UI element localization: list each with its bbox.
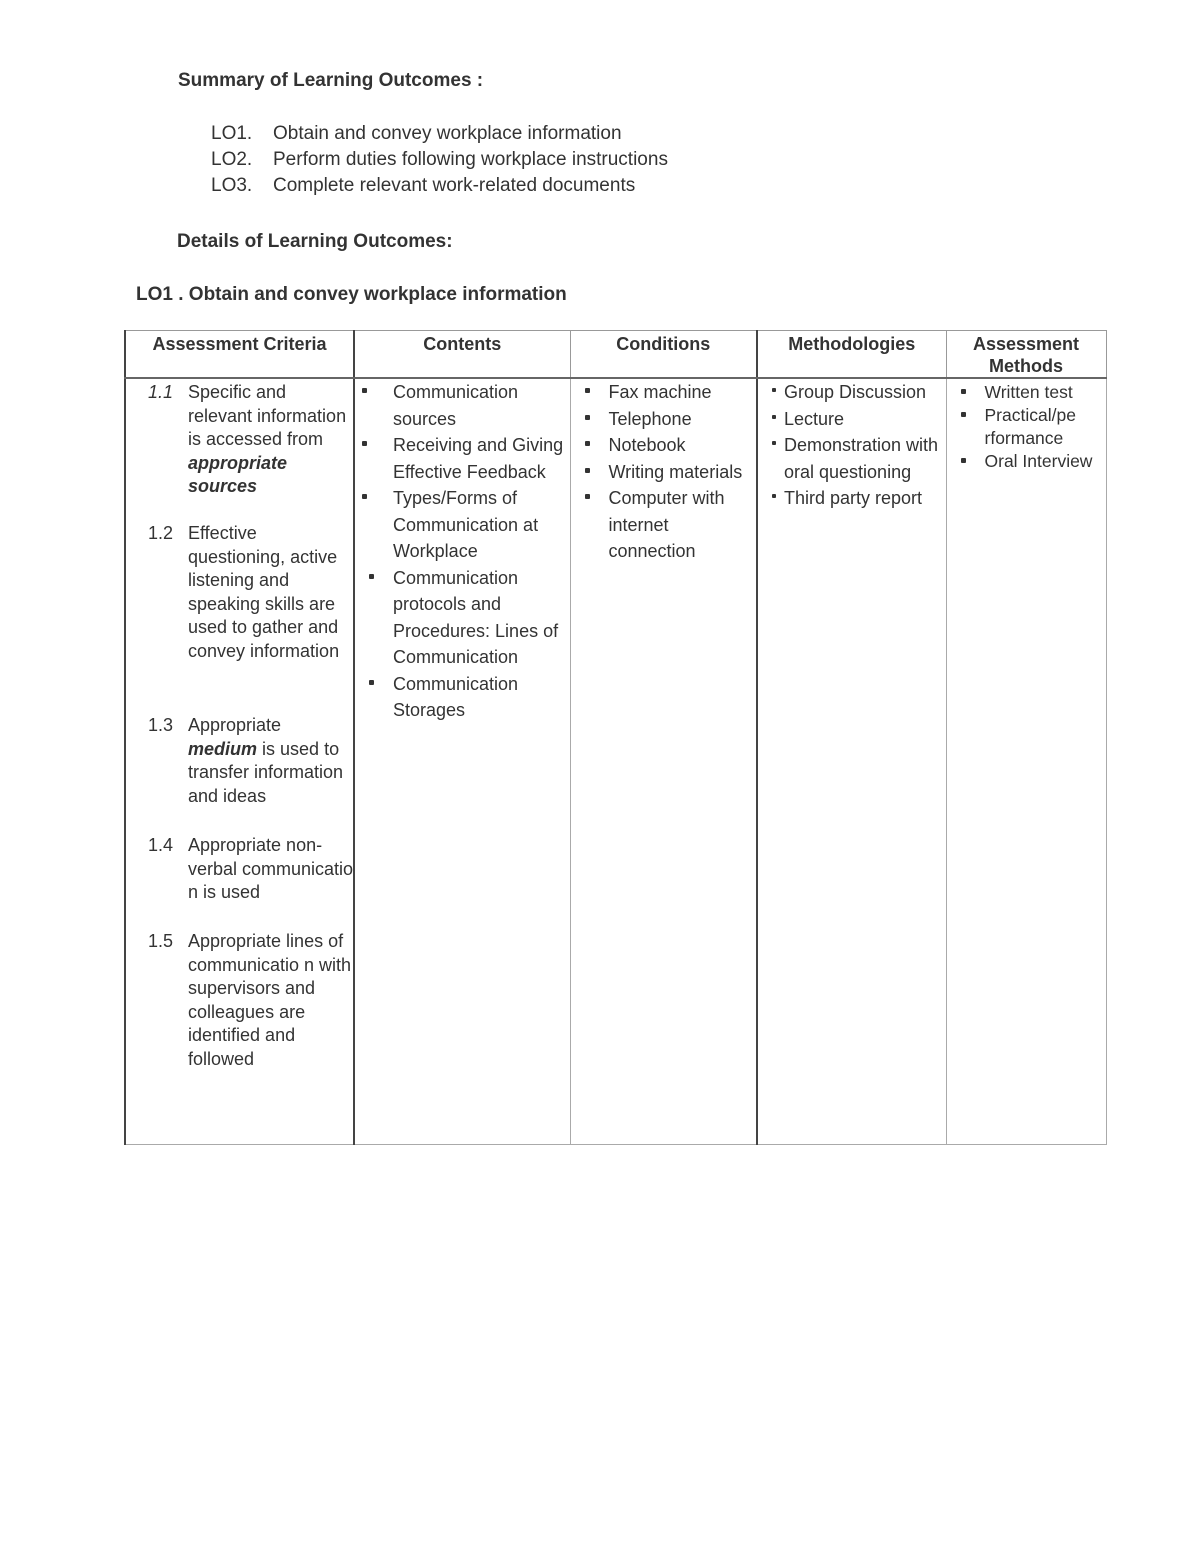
criterion-number: 1.2	[148, 523, 174, 543]
criterion-item	[126, 714, 354, 834]
list-item	[784, 485, 940, 512]
list-item	[393, 379, 564, 432]
list-item	[393, 671, 564, 724]
contents-cell	[354, 378, 570, 1145]
bullet-icon	[772, 441, 776, 445]
summary-item-text: Obtain and convey workplace information	[273, 123, 622, 144]
bullet-icon	[772, 415, 776, 419]
list-item	[985, 450, 1102, 473]
condition-item-text: Notebook	[608, 435, 686, 455]
list-item	[609, 379, 751, 406]
methodology-item-text: Third party report	[784, 488, 923, 508]
assessment-methods-cell	[946, 378, 1106, 1145]
bullet-icon	[961, 458, 966, 463]
summary-item	[211, 123, 622, 145]
bullet-icon	[585, 388, 590, 393]
list-item	[609, 406, 751, 433]
condition-item-text: Computer with internet connection	[608, 488, 725, 561]
table-header-row	[125, 331, 1106, 379]
bullet-icon	[772, 494, 776, 498]
criterion-text: Effective questioning, active listening and speaking skills are used to gather and convey information	[188, 523, 340, 661]
content-item-text: Types/Forms of Communication at Workplace	[393, 488, 539, 561]
criteria-cell	[125, 378, 354, 1145]
content-item-text: Communication Storages	[393, 673, 519, 720]
bullet-icon	[961, 412, 966, 417]
summary-item-code: LO1.	[211, 123, 253, 144]
condition-item-text: Writing materials	[608, 461, 743, 482]
criterion-item	[126, 381, 354, 522]
content-item-text: Communication protocols and Procedures: Lines of Communication	[393, 567, 559, 667]
criterion-text: Appropriate lines of communicatio n with supervisors and colleagues are identified and followed	[188, 931, 352, 1069]
bullet-icon	[369, 574, 374, 579]
summary-heading: Summary of Learning Outcomes :	[178, 70, 484, 91]
summary-item-code: LO2.	[211, 149, 253, 170]
methodologies-cell	[757, 378, 946, 1145]
header-contents: Contents	[354, 331, 570, 379]
list-item	[393, 432, 564, 485]
criterion-emphasis: medium	[188, 738, 258, 759]
criterion-emphasis: appropriate sources	[188, 452, 288, 497]
summary-item-code: LO3.	[211, 175, 253, 196]
criterion-text-after: is used to transfer information and ideas	[188, 738, 344, 806]
list-item	[393, 565, 564, 671]
criterion-text: Appropriate	[188, 715, 282, 735]
learning-outcome-table	[124, 330, 1107, 1145]
list-item	[784, 432, 940, 485]
details-heading: Details of Learning Outcomes:	[177, 231, 453, 252]
bullet-icon	[961, 389, 966, 394]
methodology-item-text: Demonstration with oral questioning	[784, 435, 939, 482]
methodology-item-text: Lecture	[784, 408, 845, 429]
lo-title: LO1 . Obtain and convey workplace information	[136, 284, 567, 305]
content-item-text: Communication sources	[393, 382, 519, 429]
summary-item-text: Complete relevant work-related documents	[273, 175, 636, 196]
method-item-text: Written test	[984, 382, 1073, 402]
criterion-number: 1.5	[148, 931, 174, 951]
header-conditions: Conditions	[570, 331, 757, 379]
header-assessment-methods: Assessment Methods	[946, 331, 1106, 379]
bullet-icon	[585, 468, 590, 473]
summary-item	[211, 175, 635, 197]
header-methodologies: Methodologies	[757, 331, 946, 379]
bullet-icon	[362, 441, 367, 446]
condition-item-text: Fax machine	[608, 382, 712, 402]
conditions-cell	[570, 378, 757, 1145]
criterion-number: 1.1	[148, 382, 174, 402]
bullet-icon	[362, 494, 367, 499]
list-item	[784, 406, 940, 433]
list-item	[609, 485, 751, 565]
bullet-icon	[585, 441, 590, 446]
list-item	[985, 381, 1102, 404]
criterion-text: Specific and relevant information is accessed from	[188, 382, 347, 450]
criterion-item	[126, 834, 354, 930]
criterion-number: 1.3	[148, 715, 174, 735]
method-item-text: Practical/pe rformance	[984, 405, 1076, 448]
criterion-item	[126, 522, 354, 714]
criterion-item	[126, 930, 354, 1072]
list-item	[393, 485, 564, 565]
method-item-text: Oral Interview	[984, 451, 1093, 471]
methodology-item-text: Group Discussion	[784, 382, 927, 402]
table-row	[125, 378, 1106, 1145]
condition-item-text: Telephone	[608, 408, 692, 429]
bullet-icon	[585, 415, 590, 420]
list-item	[784, 379, 940, 406]
content-item-text: Receiving and Giving Effective Feedback	[393, 435, 564, 482]
bullet-icon	[585, 494, 590, 499]
criterion-number: 1.4	[148, 835, 174, 855]
summary-item-text: Perform duties following workplace instructions	[273, 149, 668, 170]
header-assessment-criteria: Assessment Criteria	[125, 331, 354, 379]
bullet-icon	[772, 388, 776, 392]
bullet-icon	[369, 680, 374, 685]
list-item	[985, 404, 1102, 450]
bullet-icon	[362, 388, 367, 393]
summary-item	[211, 149, 668, 171]
list-item	[609, 432, 751, 459]
criterion-text: Appropriate non- verbal communicatio n is used	[188, 835, 354, 903]
list-item	[609, 459, 751, 486]
